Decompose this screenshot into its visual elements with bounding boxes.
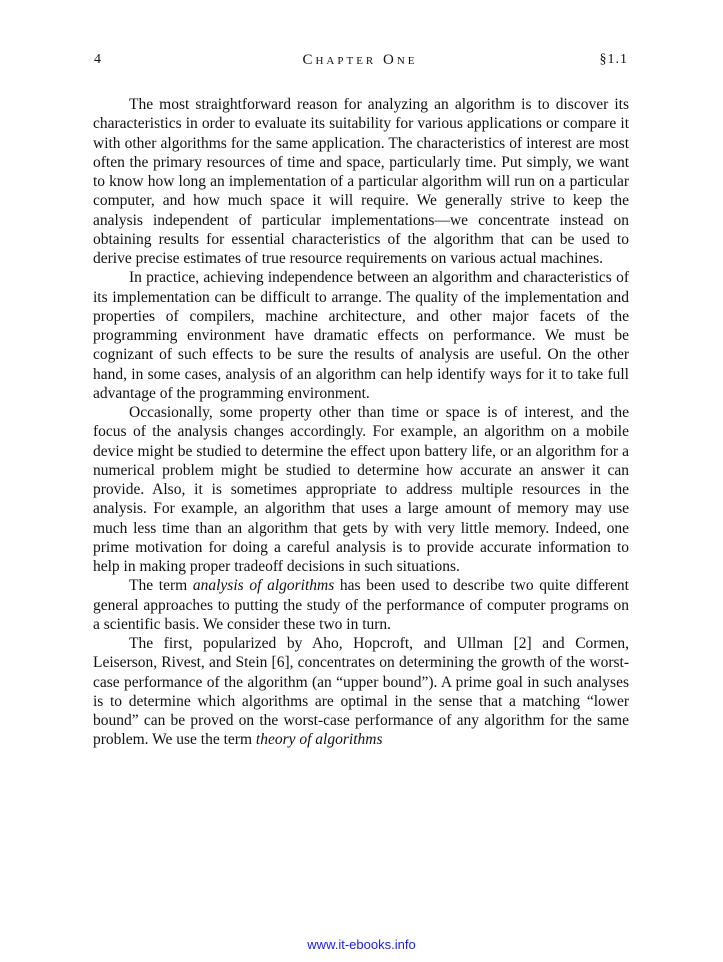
paragraph-4 xyxy=(93,576,629,634)
footer-website-link[interactable]: www.it-ebooks.info xyxy=(307,937,416,952)
paragraph-text: Occasionally, some property other than time or space is of interest, and the focus of the analysis changes accordingly. For example, an algorithm on a mobile device might be studied to determine the effect upon battery life, or an algorithm for a numerical problem might be studied to determine how accurate an answer it can provide. Also, it is sometimes appropriate to address multiple resources in the analysis. For example, an algorithm that uses a large amount of memory may use much less time than an algorithm that gets by with very little memory. Indeed, one prime motivation for doing a careful analysis is to provide accurate information to help in making proper tradeoff decisions in such situations. xyxy=(93,404,629,575)
chapter-title: Chapter One xyxy=(302,52,418,68)
paragraph-5 xyxy=(93,634,629,750)
paragraph-text: The term xyxy=(129,577,193,595)
paragraph-3 xyxy=(93,403,629,576)
running-head xyxy=(92,52,628,72)
page-number: 4 xyxy=(94,52,101,67)
paragraph-1 xyxy=(93,95,629,268)
body-text xyxy=(93,95,629,750)
paragraph-text: The most straightforward reason for analyzing an algorithm is to discover its characteristics in order to evaluate its suitability for various applications or compare it with other algorithms for the same application. The characteristics of interest are most often the primary resources of time and space, particularly time. Put simply, we want to know how long an implementation of a particular algorithm will run on a particular computer, and how much space it will require. We generally strive to keep the analysis independent of particular implementations—we concentrate instead on obtaining results for essential characteristics of the algorithm that can be used to derive precise estimates of true resource requirements on various actual machines. xyxy=(93,96,629,267)
italic-term: analysis of algorithms xyxy=(192,577,335,595)
paragraph-text: The first, popularized by Aho, Hopcroft, and Ullman [2] and Cormen, Leiserson, Rivest, and Stein [6], concentrates on determining the growth of the worst-case performance of the algorithm (an “upper bound”). A prime goal in such analyses is to determine which algorithms are optimal in the sense that a matching “lower bound” can be proved on the worst-case performance of any algorithm for the same problem. We use the term xyxy=(93,635,629,749)
paragraph-text: In practice, achieving independence between an algorithm and characteristics of its implementation can be difficult to arrange. The quality of the implementation and properties of compilers, machine architecture, and other major facets of the programming environment have dramatic effects on performance. We must be cognizant of such effects to be sure the results of analysis are useful. On the other hand, in some cases, analysis of an algorithm can help identify ways for it to take full advantage of the programming environment. xyxy=(93,269,629,402)
paragraph-2 xyxy=(93,268,629,403)
section-number: §1.1 xyxy=(599,52,628,67)
paragraph-text: has been used to describe two quite different general approaches to putting the study of the performance of computer programs on a scientific basis. We consider these two in turn. xyxy=(93,577,629,633)
italic-term: theory of algorithms xyxy=(255,731,383,749)
